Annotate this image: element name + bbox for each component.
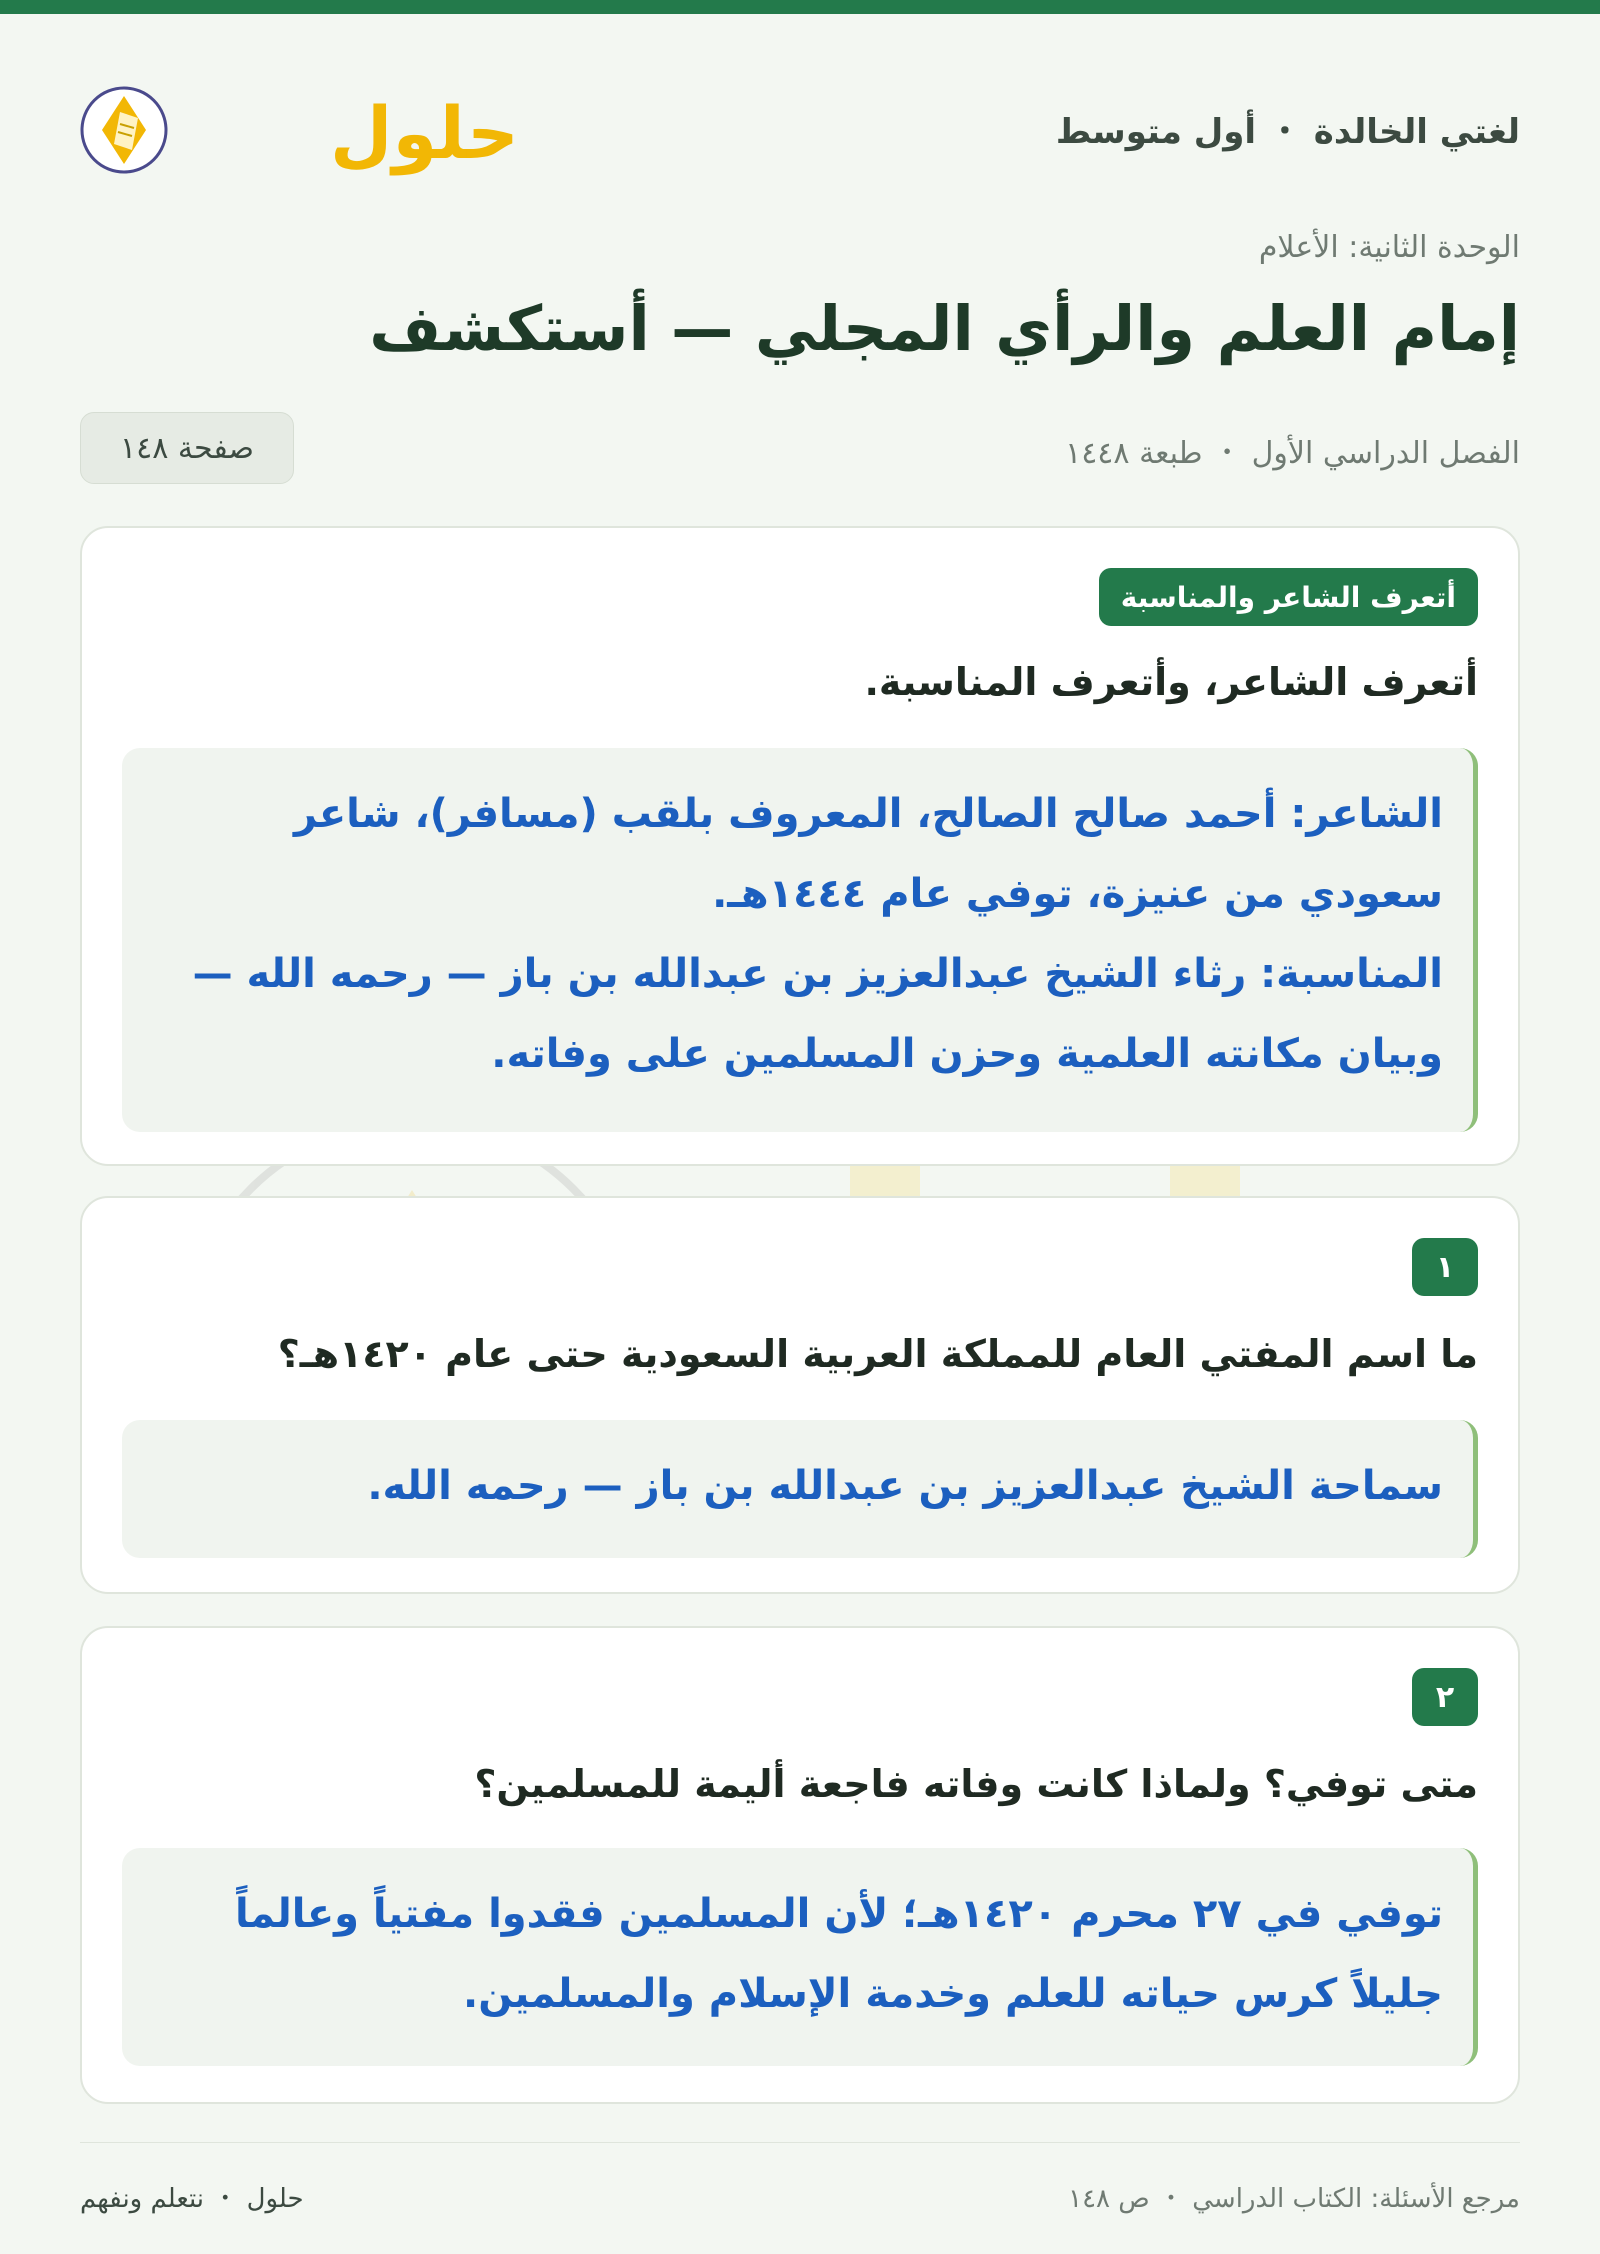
page-title: إمام العلم والرأي المجلي — أستكشف bbox=[369, 292, 1520, 365]
footer-slogan: حلول ・ نتعلم ونفهم bbox=[80, 2184, 304, 2214]
answer-box bbox=[122, 1848, 1478, 2066]
question-card-2 bbox=[80, 1626, 1520, 2104]
answer-line: وبيان مكانته العلمية وحزن المسلمين على وفاته. bbox=[491, 1031, 1443, 1077]
book-and-grade: لغتي الخالدة ・ أول متوسط bbox=[1055, 112, 1520, 152]
question-number-badge: ٢ bbox=[1412, 1668, 1478, 1726]
answer-line: سعودي من عنيزة، توفي عام ١٤٤٤هـ. bbox=[712, 871, 1443, 917]
section-tag: أتعرف الشاعر والمناسبة bbox=[1099, 568, 1478, 626]
question-text: متى توفي؟ ولماذا كانت وفاته فاجعة أليمة للمسلمين؟ bbox=[474, 1762, 1478, 1806]
top-accent-bar bbox=[0, 0, 1600, 14]
question-number-badge: ١ bbox=[1412, 1238, 1478, 1296]
term-edition: الفصل الدراسي الأول ・ طبعة ١٤٤٨ bbox=[1065, 436, 1520, 471]
question-card-1 bbox=[80, 1196, 1520, 1594]
footer-divider bbox=[80, 2142, 1520, 2143]
question-text: أتعرف الشاعر، وأتعرف المناسبة. bbox=[864, 660, 1478, 704]
logo-text: حلول bbox=[330, 91, 519, 175]
hulool-logo[interactable] bbox=[80, 62, 519, 192]
answer-box bbox=[122, 748, 1478, 1132]
unit-label: الوحدة الثانية: الأعلام bbox=[1258, 230, 1520, 265]
page-header bbox=[80, 62, 1520, 192]
footer-reference: مرجع الأسئلة: الكتاب الدراسي ・ ص ١٤٨ bbox=[1068, 2184, 1520, 2214]
answer-line: الشاعر: أحمد صالح الصالح، المعروف بلقب (مسافر)، شاعر bbox=[293, 791, 1443, 837]
answer-line: المناسبة: رثاء الشيخ عبدالعزيز بن عبدالله بن باز — رحمه الله — bbox=[192, 951, 1443, 997]
answer-line: توفي في ٢٧ محرم ١٤٢٠هـ؛ لأن المسلمين فقدوا مفتياً وعالماً bbox=[234, 1891, 1443, 1937]
question-text: ما اسم المفتي العام للمملكة العربية السعودية حتى عام ١٤٢٠هـ؟ bbox=[277, 1332, 1478, 1376]
answer-line: سماحة الشيخ عبدالعزيز بن عبدالله بن باز — رحمه الله. bbox=[367, 1463, 1443, 1509]
poet-occasion-card bbox=[80, 526, 1520, 1166]
answer-box bbox=[122, 1420, 1478, 1558]
answer-line: جليلاً كرس حياته للعلم وخدمة الإسلام والمسلمين. bbox=[463, 1971, 1443, 2017]
page-number-badge: صفحة ١٤٨ bbox=[80, 412, 294, 484]
